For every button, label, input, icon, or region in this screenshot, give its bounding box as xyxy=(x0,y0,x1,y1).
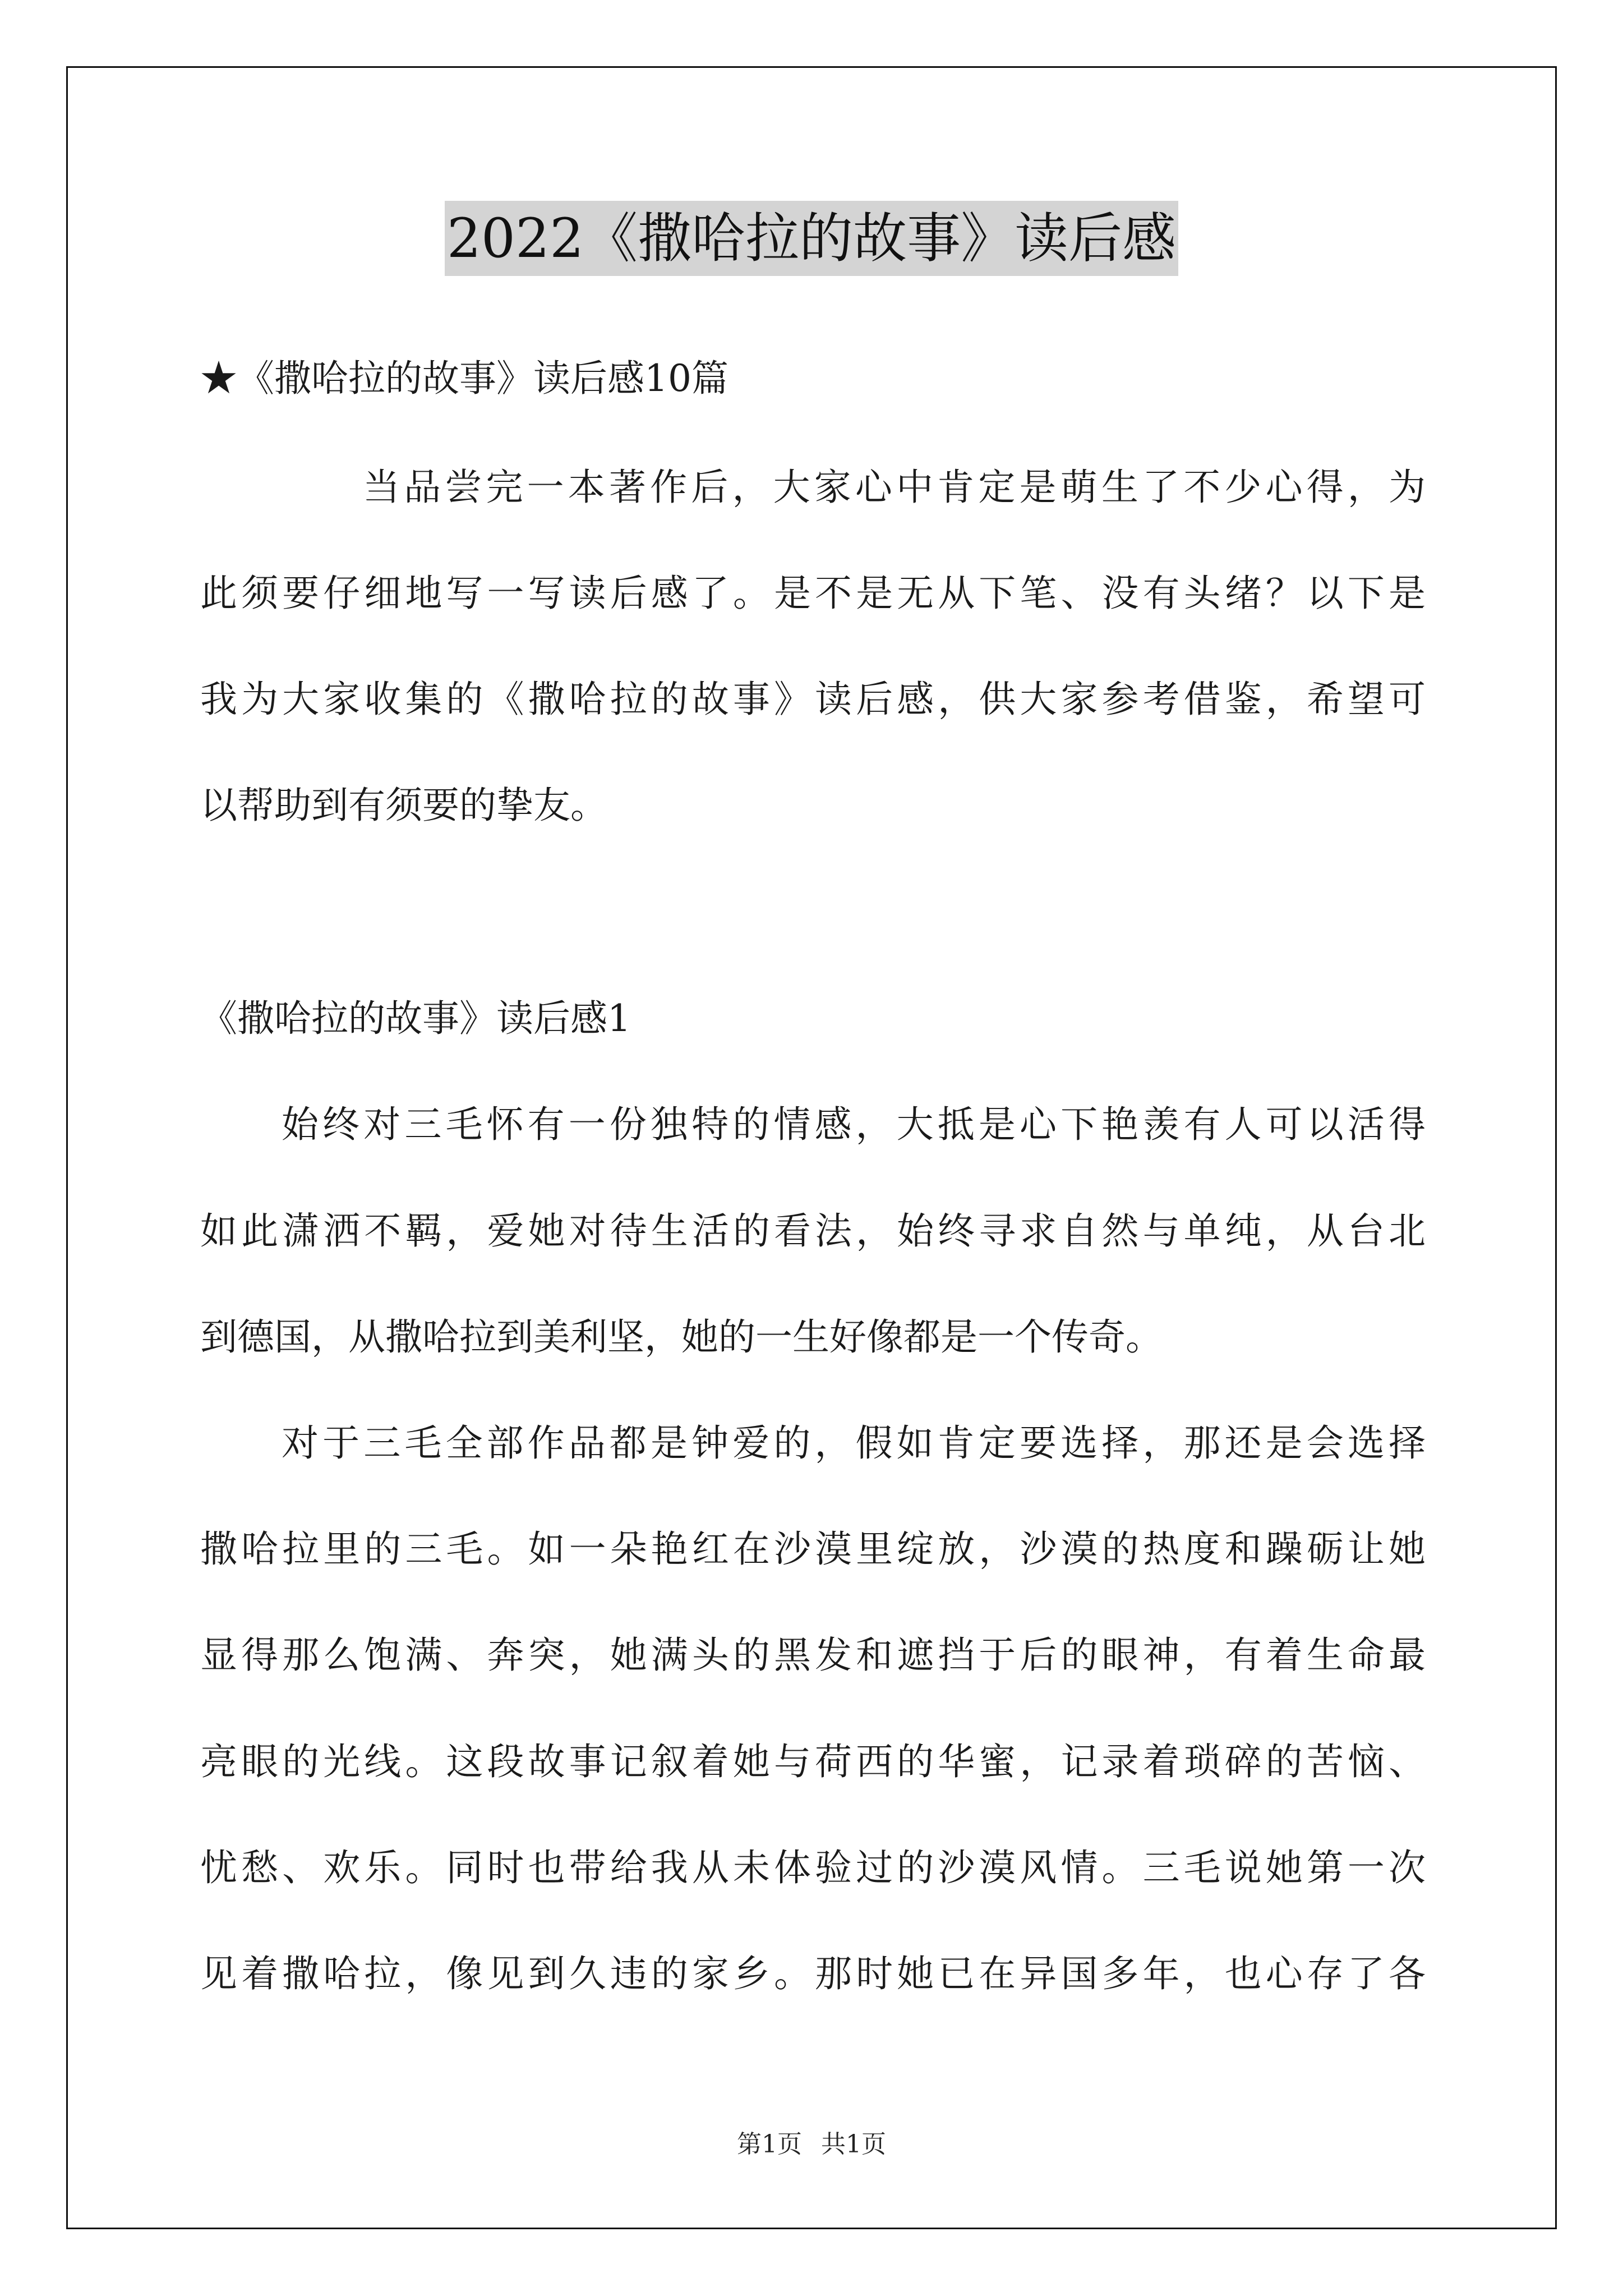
page-footer xyxy=(0,2129,1623,2160)
paragraph-line: 始终对三毛怀有一份独特的情感，大抵是心下艳羡有人可以活得 xyxy=(282,1103,1426,1146)
paragraph-line: 显得那么饱满、奔突，她满头的黑发和遮挡于后的眼神，有着生命最 xyxy=(200,1634,1426,1677)
document-subtitle: ★《撒哈拉的故事》读后感10篇 xyxy=(200,357,728,400)
section-heading: 《撒哈拉的故事》读后感1 xyxy=(200,997,631,1040)
page-number-current: 第1页 xyxy=(737,2130,802,2159)
paragraph-line: 如此潇洒不羁，爱她对待生活的看法，始终寻求自然与单纯，从台北 xyxy=(200,1209,1426,1253)
title-wrap xyxy=(0,201,1623,276)
paragraph-line: 撒哈拉里的三毛。如一朵艳红在沙漠里绽放，沙漠的热度和躁砺让她 xyxy=(200,1527,1426,1571)
paragraph-line: 到德国，从撒哈拉到美利坚，她的一生好像都是一个传奇。 xyxy=(200,1315,1163,1359)
page-number-total: 共1页 xyxy=(821,2130,886,2159)
paragraph-line: 亮眼的光线。这段故事记叙着她与荷西的华蜜，记录着琐碎的苦恼、 xyxy=(200,1740,1426,1783)
document-title: 2022《撒哈拉的故事》读后感 xyxy=(445,201,1178,276)
paragraph-line: 对于三毛全部作品都是钟爱的，假如肯定要选择，那还是会选择 xyxy=(282,1421,1426,1465)
paragraph-line: 忧愁、欢乐。同时也带给我从未体验过的沙漠风情。三毛说她第一次 xyxy=(200,1846,1426,1889)
intro-line: 以帮助到有须要的挚友。 xyxy=(200,784,607,827)
intro-line: 当品尝完一本著作后，大家心中肯定是萌生了不少心得，为 xyxy=(363,466,1426,509)
intro-line: 此须要仔细地写一写读后感了。是不是无从下笔、没有头绪？以下是 xyxy=(200,572,1426,615)
intro-line: 我为大家收集的《撒哈拉的故事》读后感，供大家参考借鉴，希望可 xyxy=(200,678,1426,721)
paragraph-line: 见着撒哈拉，像见到久违的家乡。那时她已在异国多年，也心存了各 xyxy=(200,1952,1426,1995)
